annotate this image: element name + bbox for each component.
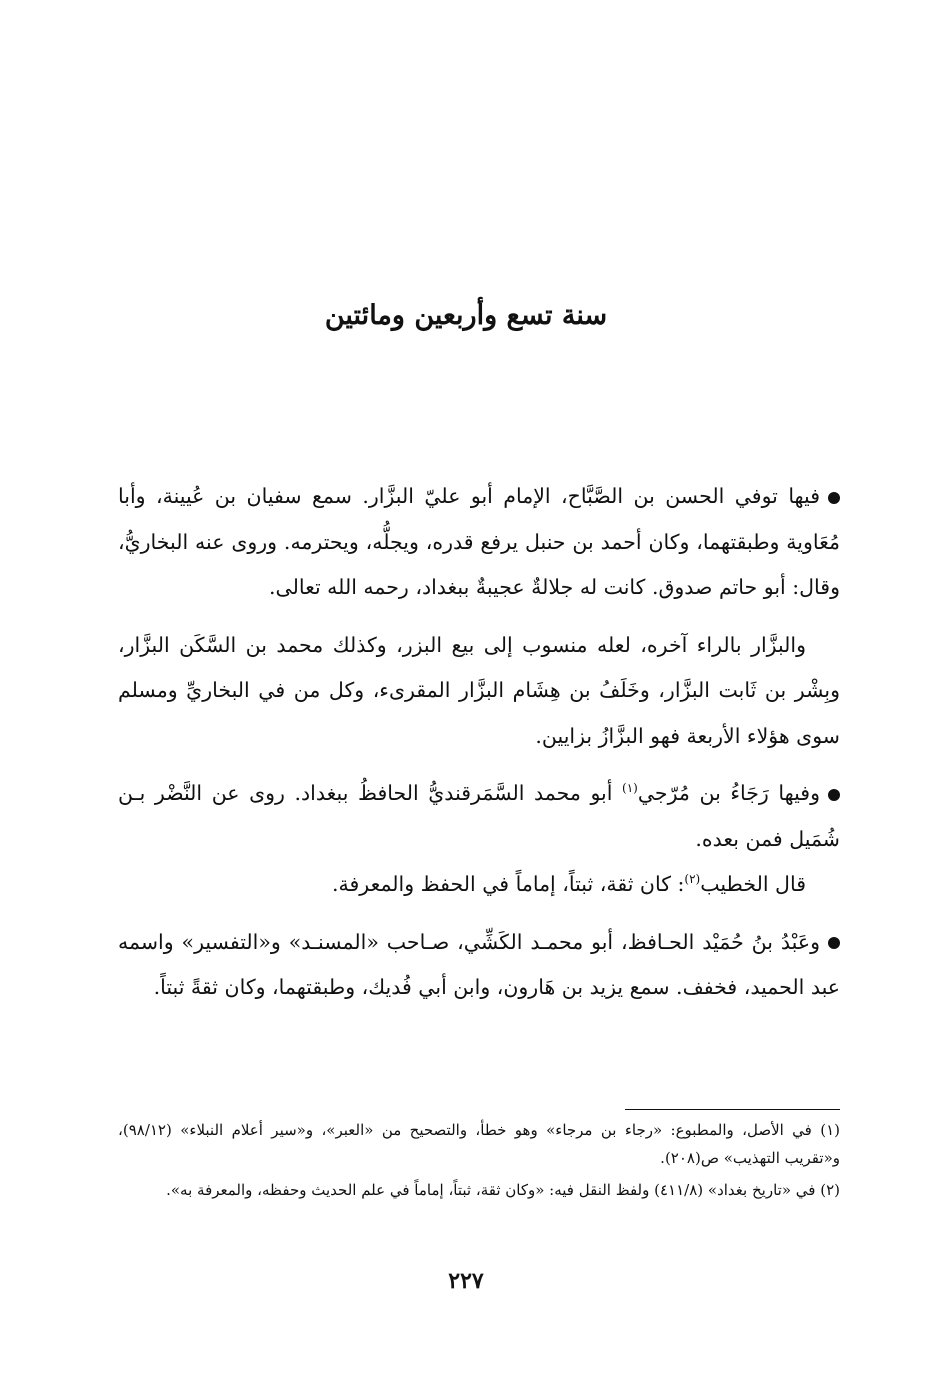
paragraph-raja-ibn-murajji xyxy=(118,771,840,862)
paragraph-hasan-ibn-sabbah xyxy=(118,474,840,611)
bullet-icon xyxy=(828,937,840,949)
page-title: سنة تسع وأربعين ومائتين xyxy=(324,300,608,331)
bullet-icon xyxy=(828,492,840,504)
paragraph-text: والبزَّار بالراء آخره، لعله منسوب إلى بيع البزر، وكذلك محمد بن السَّكَن البزَّار، وبِشْر بن ثَابت البزَّار، وخَلَفُ بن هِشَام البزَّار المقرىء، وكل من في البخاريِّ ومسلم سوى هؤلاء الأربعة فهو البزَّازُ بزايين. xyxy=(118,632,840,748)
footnote-divider xyxy=(625,1109,840,1110)
paragraph-text: وفيها رَجَاءُ بن مُرّجي xyxy=(637,781,820,805)
page-number: ٢٢٧ xyxy=(448,1268,484,1294)
paragraph-text: : كان ثقة، ثبتاً، إماماً في الحفظ والمعرفة. xyxy=(331,872,685,896)
footnote-reference[interactable]: (١) xyxy=(622,781,638,796)
paragraph-khatib-quote xyxy=(118,862,840,908)
paragraph-bazzar-note xyxy=(118,623,840,760)
paragraph-text: أبو محمد السَّمَرقنديُّ الحافظُ ببغداد. روى عن النَّضْر بـن شُمَيل فمن بعده. xyxy=(118,781,840,851)
main-text xyxy=(118,474,840,1011)
paragraph-text: قال الخطيب xyxy=(700,872,806,896)
footnote-reference[interactable]: (٢) xyxy=(684,872,701,887)
paragraph-abd-ibn-humayd xyxy=(118,920,840,1011)
footnote-2: (٢) في «تاريخ بغداد» (٤١١/٨) ولفظ النقل فيه: «وكان ثقة، ثبتاً، إماماً في علم الحديث وحفظه، والمعرفة به». xyxy=(166,1181,840,1199)
paragraph-text: فيها توفي الحسن بن الصَّبَّاح، الإمام أبو عليّ البزَّار. سمع سفيان بن عُيينة، وأبا مُعَاوية وطبقتهما، وكان أحمد بن حنبل يرفع قدره، ويجلُّه، ويحترمه. وروى عنه البخاريُّ، وقال: أبو حاتم صدوق. كانت له جلالةٌ عجيبةٌ ببغداد، رحمه الله تعالى. xyxy=(118,484,840,599)
bullet-icon xyxy=(828,789,840,801)
footnotes-section xyxy=(118,1116,840,1208)
paragraph-text: وعَبْدُ بنُ حُمَيْد الحـافظ، أبو محمـد الكَشِّي، صـاحب «المسنـد» و«التفسير» واسمه عبد الحميد، فخفف. سمع يزيد بن هَارون، وابن أبي فُديك، وطبقتهما، وكان ثقةً ثبتاً. xyxy=(118,929,840,999)
footnote-1: (١) في الأصل، والمطبوع: «رجاء بن مرجاء» وهو خطأ، والتصحيح من «العبر»، و«سير أعلام النبلاء» (٩٨/١٢)، و«تقريب التهذيب» ص(٢٠٨). xyxy=(118,1121,840,1167)
